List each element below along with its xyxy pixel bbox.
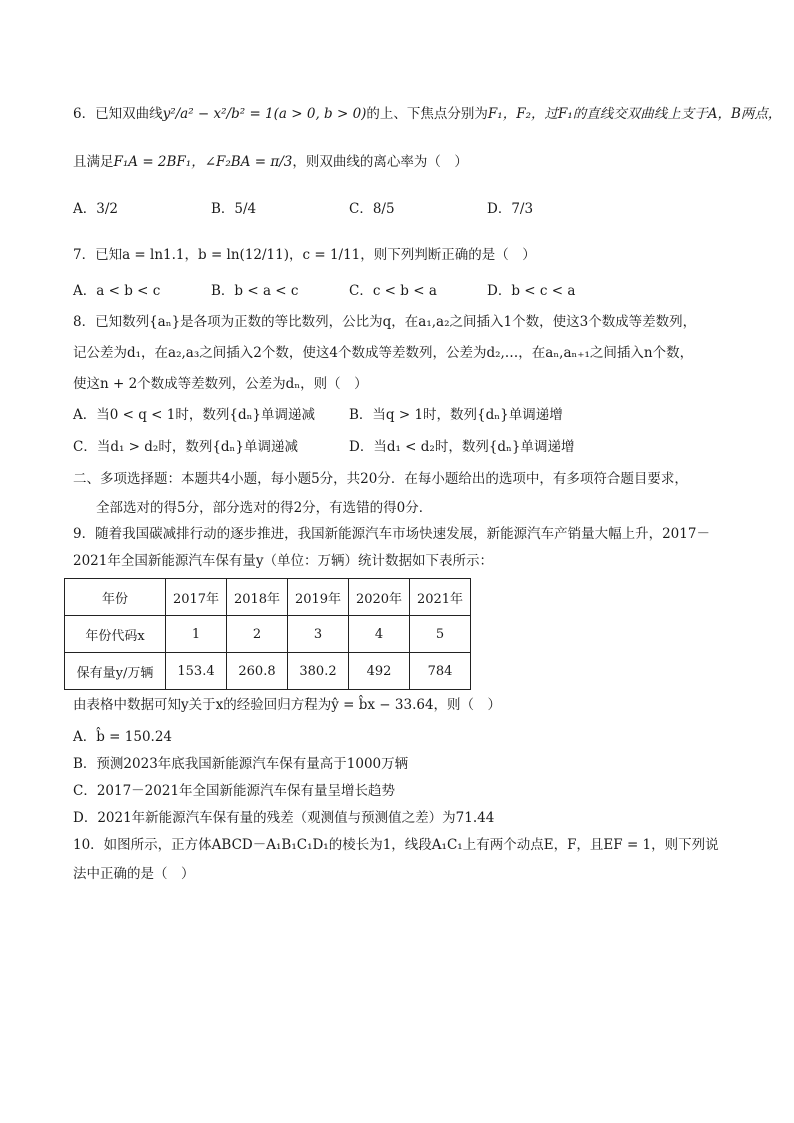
table-cell: 260.8 [227,653,288,690]
q7-option-c[interactable]: C．c < b < a [349,283,437,299]
q8-option-d[interactable]: D．当d₁ < d₂时，数列{dₙ}单调递增 [349,439,575,455]
q8-line1: 8．已知数列{aₙ}是各项为正数的等比数列，公比为q，在a₁,a₂之间插入1个数，使这3个数成等差数列， [73,314,697,330]
q8-line2: 记公差为d₁，在a₂,a₃之间插入2个数，使这4个数成等差数列，公差为d₂,…，在aₙ,aₙ₊₁之间插入n个数， [73,345,694,361]
q7-option-d[interactable]: D．b < c < a [487,283,576,299]
q6-stem-foci: F₁，F₂，过F₁的直线交双曲线上支于A，B两点， [487,106,782,122]
q8-line3: 使这n + 2个数成等差数列，公差为dₙ，则（ ） [73,376,368,392]
q8-option-c[interactable]: C．当d₁ > d₂时，数列{dₙ}单调递减 [73,439,298,455]
section2-heading-line2: 全部选对的得5分，部分选对的得2分，有选错的得0分． [96,500,433,516]
q9-option-b[interactable]: B．预测2023年底我国新能源汽车保有量高于1000万辆 [73,756,409,772]
q9-data-table [64,578,471,690]
q6-hyperbola-formula: y²/a² − x²/b² = 1(a > 0, b > 0) [162,106,367,122]
table-cell: 4 [349,616,410,653]
q6-question: ，则双曲线的离心率为（ ） [292,154,468,170]
q6-option-b[interactable]: B．5/4 [211,201,257,217]
q6-option-a[interactable]: A．3/2 [73,201,118,217]
table-cell: 2021年 [410,579,471,616]
q6-line1 [73,104,781,124]
q9-option-d[interactable]: D．2021年新能源汽车保有量的残差（观测值与预测值之差）为71.44 [73,810,495,826]
table-cell: 380.2 [288,653,349,690]
q9-line1: 9．随着我国碳减排行动的逐步推进，我国新能源汽车市场快速发展，新能源汽车产销量大幅上升，2017－ [73,526,710,542]
q6-condition-formula: F₁A = 2BF₁，∠F₂BA = π/3 [113,154,293,170]
table-cell: 3 [288,616,349,653]
table-cell: 2017年 [166,579,227,616]
q9-regression-line: 由表格中数据可知y关于x的经验回归方程为ŷ = b̂x − 33.64，则（ ） [73,697,502,713]
q7-option-a[interactable]: A．a < b < c [73,283,161,299]
q10-line2: 法中正确的是（ ） [73,866,195,882]
q6-option-c[interactable]: C．8/5 [349,201,395,217]
table-cell: 784 [410,653,471,690]
table-cell: 2019年 [288,579,349,616]
table-cell: 2018年 [227,579,288,616]
q6-line2 [73,152,468,172]
table-cell: 保有量y/万辆 [65,653,166,690]
q6-option-d[interactable]: D．7/3 [487,201,534,217]
table-row [65,579,471,616]
q6-stem-mid: 的上、下焦点分别为 [366,106,488,122]
table-cell: 2 [227,616,288,653]
q9-line2: 2021年全国新能源汽车保有量y（单位：万辆）统计数据如下表所示： [73,553,493,569]
table-cell: 1 [166,616,227,653]
table-cell: 492 [349,653,410,690]
table-cell: 年份 [65,579,166,616]
q7-option-b[interactable]: B．b < a < c [211,283,299,299]
q6-stem-start: 6．已知双曲线 [73,106,163,122]
table-cell: 153.4 [166,653,227,690]
table-cell: 年份代码x [65,616,166,653]
table-cell: 5 [410,616,471,653]
q6-condition-label: 且满足 [73,154,114,170]
q7-stem: 7．已知a = ln1.1，b = ln(12/11)，c = 1/11，则下列判断正确的是（ ） [73,247,536,263]
q8-option-b[interactable]: B．当q > 1时，数列{dₙ}单调递增 [349,407,563,423]
table-row [65,616,471,653]
table-cell: 2020年 [349,579,410,616]
q9-option-c[interactable]: C．2017－2021年全国新能源汽车保有量呈增长趋势 [73,783,396,799]
q10-line1: 10．如图所示，正方体ABCD－A₁B₁C₁D₁的棱长为1，线段A₁C₁上有两个动点E，F，且EF = 1，则下列说 [73,837,719,853]
table-row [65,653,471,690]
section2-heading-line1: 二、多项选择题：本题共4小题，每小题5分，共20分．在每小题给出的选项中，有多项符合题目要求， [73,471,688,487]
q8-option-a[interactable]: A．当0 < q < 1时，数列{dₙ}单调递减 [73,407,316,423]
q9-option-a[interactable]: A．b̂ = 150.24 [73,729,173,745]
